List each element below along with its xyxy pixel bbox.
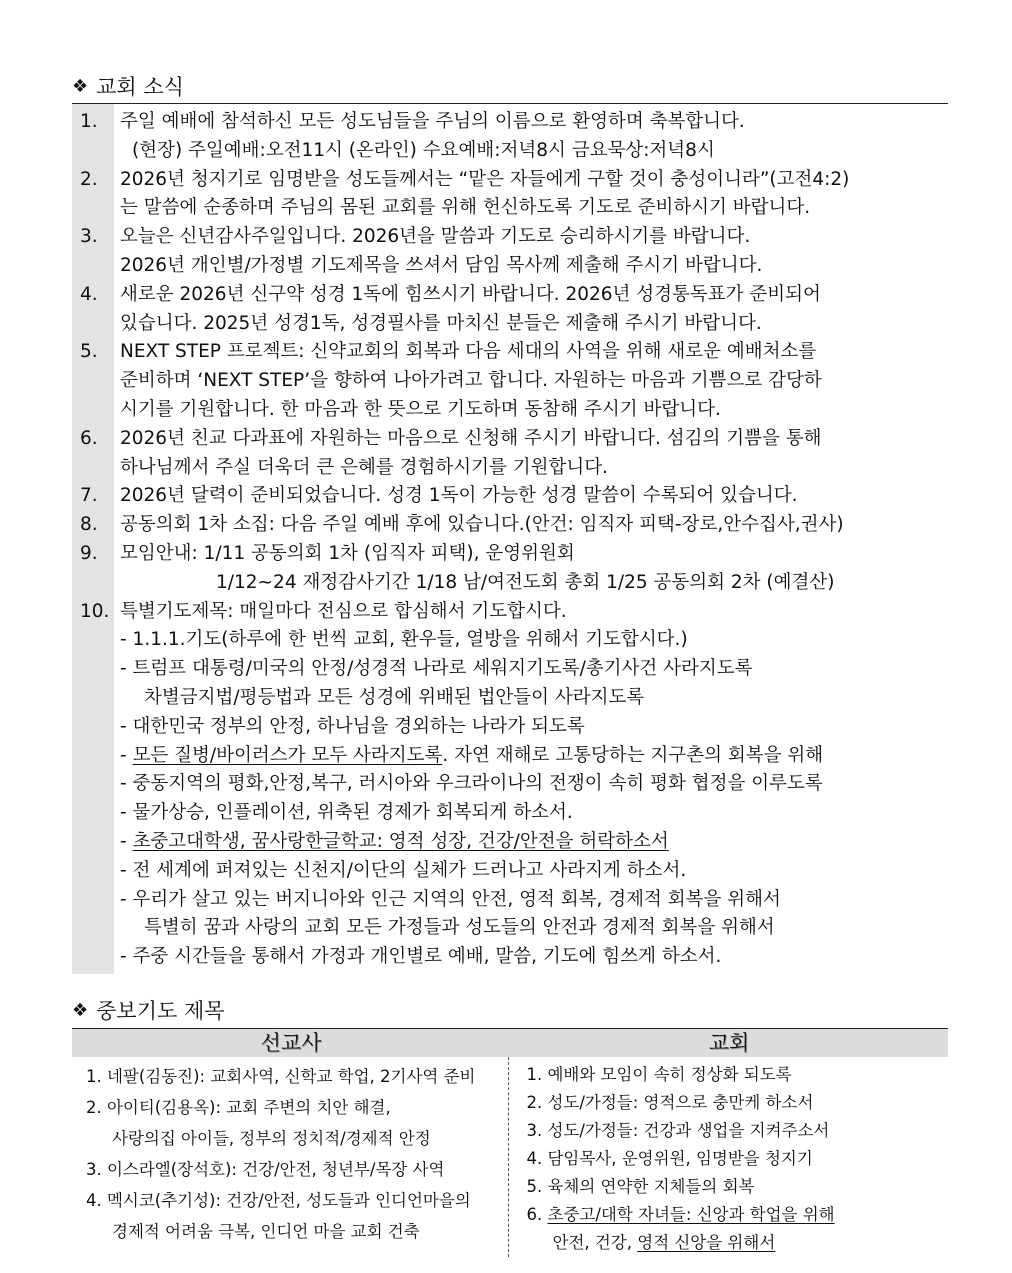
prayer-point [120,828,948,857]
news-item-text: 2026년 개인별/가정별 기도제목을 쓰셔서 담임 목사께 제출해 주시기 바랍니다. [120,254,763,276]
prayer-points-list [120,626,948,972]
news-item-1 [72,108,948,166]
news-item-text: 는 말씀에 순종하며 주님의 몸된 교회를 위해 헌신하도록 기도로 준비하시기 바랍니다. [120,197,811,219]
diamond-bullet-icon: ❖ [72,1000,89,1021]
news-item-number: 5. [80,341,98,363]
news-item-text: 특별기도제목: 매일마다 전심으로 합심해서 기도합시다. [120,600,567,622]
news-item-number: 2. [80,168,98,190]
prayer-point: - 트럼프 대통령/미국의 안정/성경적 나라로 세워지기도록/총기사건 사라지도록 [120,658,753,680]
diamond-bullet-icon: ❖ [72,76,89,97]
missionary-item: 3. 이스라엘(장석호): 건강/안전, 청년부/목장 사역 [86,1160,445,1179]
intercession-table [72,1028,948,1258]
prayer-point [120,742,948,771]
news-section-header [72,74,184,100]
prayer-point: - 우리가 살고 있는 버지니아와 인근 지역의 안전, 영적 회복, 경제적 회복을 위해서 [120,888,781,910]
prayer-point: - 중동지역의 평화,안정,복구, 러시아와 우크라이나의 전쟁이 속히 평화 협정을 이루도록 [120,773,823,795]
prayer-point: - 물가상승, 인플레이션, 위축된 경제가 회복되게 하소서. [120,802,573,824]
news-item-7 [72,482,948,511]
missionary-item: 경제적 어려움 극복, 인디언 마을 교회 건축 [112,1222,420,1241]
church-item [527,1229,949,1257]
news-item-number: 3. [80,226,98,248]
news-item-number: 10. [80,600,110,622]
prayer-point: - 대한민국 정부의 안정, 하나님을 경외하는 나라가 되도록 [120,715,585,737]
church-column-header: 교회 [708,1031,750,1055]
church-item: 1. 예배와 모임이 속히 정상화 되도록 [526,1065,792,1084]
prayer-point: - 전 세계에 퍼져있는 신천지/이단의 실체가 드러나고 사라지게 하소서. [120,859,687,881]
news-item-number: 7. [80,485,98,507]
church-item: 5. 육체의 연약한 지체들의 회복 [526,1177,755,1196]
intercession-section-header [72,998,225,1024]
news-item-number: 6. [80,427,98,449]
news-item-text: 2026년 친교 다과표에 자원하는 마음으로 신청해 주시기 바랍니다. 섬김의 기쁨을 통해 [120,427,822,449]
news-item-number: 8. [80,514,98,536]
missionary-item: 2. 아이티(김용옥): 교회 주변의 치안 해결, [86,1098,391,1117]
church-item [527,1201,949,1229]
church-item-number: 6. [526,1205,548,1224]
news-item-text: 주일 예배에 참석하신 모든 성도님들을 주님의 이름으로 환영하며 축복합니다. [120,111,745,132]
prayer-point-underlined: 모든 질병/바이러스가 모두 사라지도록 [132,744,443,766]
missionary-column-header: 선교사 [260,1031,322,1055]
news-item-text: 하나님께서 주실 더욱더 큰 은혜를 경험하시기를 기원합니다. [120,456,608,478]
news-item-text: 오늘은 신년감사주일입니다. 2026년을 말씀과 기도로 승리하시기를 바랍니다. [120,226,751,248]
church-item-prefix: 안전, 건강, [552,1233,638,1252]
church-item: 4. 담임목사, 운영위원, 임명받을 청지기 [526,1149,813,1168]
church-item: 2. 성도/가정들: 영적으로 충만케 하소서 [526,1093,814,1112]
missionary-item: 1. 네팔(김동진): 교회사역, 신학교 학업, 2기사역 준비 [86,1067,476,1086]
news-item-text: 2026년 청지기로 임명받을 성도들께서는 “맡은 자들에게 구할 것이 충성이니라”(고전4:2) [120,168,850,190]
news-item-text: 2026년 달력이 준비되었습니다. 성경 1독이 가능한 성경 말씀이 수록되어 있습니다. [120,485,798,507]
news-item-3 [72,223,948,281]
missionary-item: 4. 멕시코(추기성): 건강/안전, 성도들과 인디언마을의 [86,1191,471,1210]
news-item-text: NEXT STEP 프로젝트: 신약교회의 회복과 다음 세대의 사역을 위해 새로운 예배처소를 [120,341,817,363]
missionary-column [72,1057,508,1257]
news-item-text: 1/12~24 재정감사기간 1/18 남/여전도회 총회 1/25 공동의회 2차 (예결산) [216,571,835,593]
prayer-point: - 1.1.1.기도(하루에 한 번씩 교회, 환우들, 열방을 위해서 기도합시다.) [120,629,688,651]
news-item-9 [72,540,948,598]
prayer-point-prefix: - [120,744,133,766]
news-item-number: 1. [80,111,98,132]
news-list [72,104,948,972]
news-item-number: 4. [80,283,98,305]
church-item: 3. 성도/가정들: 건강과 생업을 지켜주소서 [526,1121,830,1140]
news-item-text: 모임안내: 1/11 공동의회 1차 (임직자 피택), 운영위원회 [120,542,575,564]
prayer-point-suffix: . 자연 재해로 고통당하는 지구촌의 회복을 위해 [442,744,824,766]
news-item-10 [72,598,948,972]
news-list-box [72,103,948,972]
news-item-5 [72,338,948,424]
news-item-text: 공동의회 1차 소집: 다음 주일 예배 후에 있습니다.(안건: 임직자 피택-장로,안수집사,권사) [120,514,844,536]
prayer-point: - 주중 시간들을 통해서 가정과 개인별로 예배, 말씀, 기도에 힘쓰게 하소서. [120,946,722,968]
church-column [508,1057,949,1257]
news-item-text: (현장) 주일예배:오전11시 (온라인) 수요예배:저녁8시 금요묵상:저녁8시 [132,139,715,161]
news-section-title: 교회 소식 [96,75,184,99]
prayer-point: 차별금지법/평등법과 모든 성경에 위배된 법안들이 사라지도록 [144,686,645,708]
news-item-2 [72,166,948,224]
news-item-text: 시기를 기원합니다. 한 마음과 한 뜻으로 기도하며 동참해 주시기 바랍니다. [120,398,721,420]
news-item-6 [72,425,948,483]
news-item-number: 9. [80,542,98,564]
news-item-text: 새로운 2026년 신구약 성경 1독에 힘쓰시기 바랍니다. 2026년 성경통독표가 준비되어 [120,283,821,305]
prayer-point-prefix: - [120,830,133,852]
prayer-point: 특별히 꿈과 사랑의 교회 모든 가정들과 성도들의 안전과 경제적 회복을 위해서 [144,917,775,939]
news-item-8 [72,511,948,540]
church-item-underlined: 초중고/대학 자녀들: 신앙과 학업을 위해 [547,1205,835,1224]
intercession-section-title: 중보기도 제목 [96,999,225,1023]
intercession-table-header [72,1028,948,1057]
church-item-underlined: 영적 신앙을 위해서 [637,1233,776,1252]
news-item-text: 준비하며 ‘NEXT STEP’을 향하여 나아가려고 합니다. 자원하는 마음과 기쁨으로 감당하 [120,370,822,392]
missionary-item: 사랑의집 아이들, 정부의 정치적/경제적 안정 [112,1129,431,1148]
intercession-table-body [72,1057,948,1257]
news-item-text: 있습니다. 2025년 성경1독, 성경필사를 마치신 분들은 제출해 주시기 바랍니다. [120,312,762,334]
prayer-point-underlined: 초중고대학생, 꿈사랑한글학교: 영적 성장, 건강/안전을 허락하소서 [132,830,669,852]
news-item-4 [72,281,948,339]
